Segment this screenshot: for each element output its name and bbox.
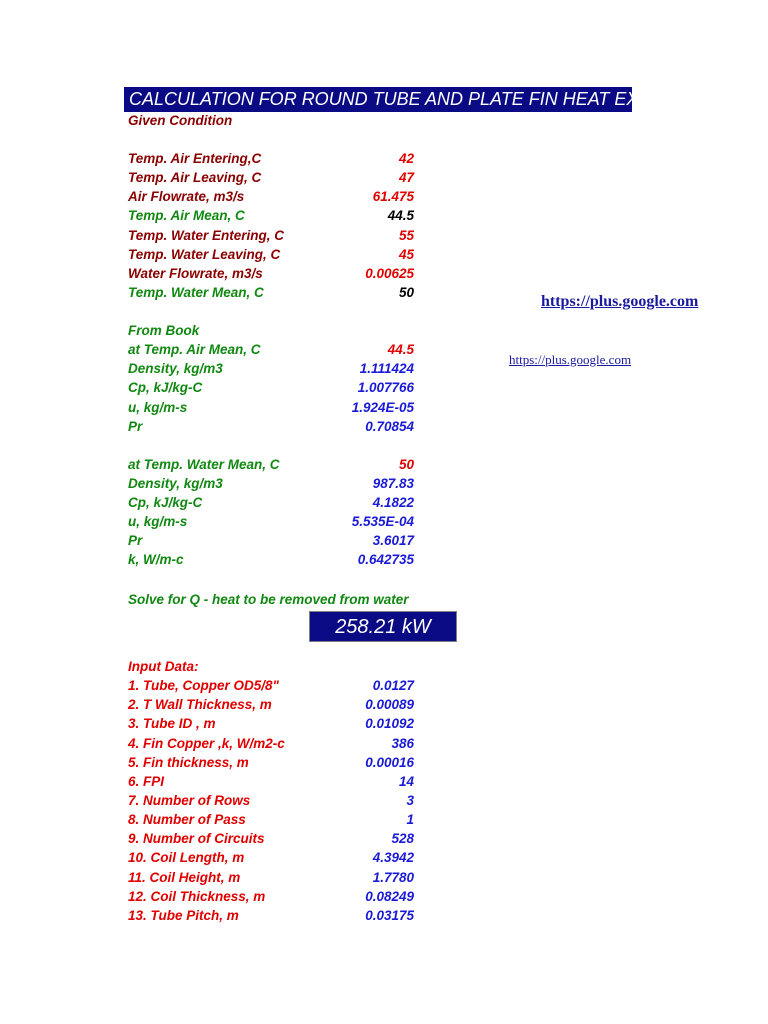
row-label: Density, kg/m3: [128, 476, 223, 491]
row-value: 44.5: [387, 208, 414, 223]
given-row: [128, 245, 418, 264]
row-value: 55: [398, 228, 414, 243]
air-prop-row: [128, 417, 418, 436]
air-prop-row: [128, 378, 418, 397]
water-prop-row: [128, 493, 418, 512]
given-row: [128, 149, 418, 168]
water-prop-row: [128, 455, 418, 474]
row-label: 2. T Wall Thickness, m: [128, 697, 272, 712]
input-row: [128, 714, 418, 733]
row-value: 14: [398, 774, 414, 789]
row-value: 0.70854: [365, 419, 414, 434]
row-label: Density, kg/m3: [128, 361, 223, 376]
row-value: 1.924E-05: [351, 400, 414, 415]
row-label: at Temp. Water Mean, C: [128, 457, 280, 472]
row-value: 5.535E-04: [351, 514, 414, 529]
air-prop-row: [128, 340, 418, 359]
row-label: Cp, kJ/kg-C: [128, 380, 203, 395]
google-plus-link[interactable]: https://plus.google.com: [541, 293, 699, 310]
row-label: Water Flowrate, m3/s: [128, 266, 263, 281]
row-value: 50: [398, 457, 414, 472]
input-row: [128, 791, 418, 810]
row-label: u, kg/m-s: [128, 514, 188, 529]
water-prop-row: [128, 550, 418, 569]
row-value: 0.03175: [365, 908, 414, 923]
given-row: [128, 187, 418, 206]
row-label: 4. Fin Copper ,k, W/m2-c: [128, 736, 285, 751]
given-row: [128, 264, 418, 283]
section-heading: Solve for Q - heat to be removed from water: [128, 592, 409, 607]
row-label: 11. Coil Height, m: [128, 870, 241, 885]
row-label: 7. Number of Rows: [128, 793, 251, 808]
input-row: [128, 906, 418, 925]
water-prop-row: [128, 474, 418, 493]
row-label: Cp, kJ/kg-C: [128, 495, 203, 510]
row-value: 528: [391, 831, 414, 846]
page-title: CALCULATION FOR ROUND TUBE AND PLATE FIN HEAT EXCHANGER: [124, 87, 632, 112]
input-row: [128, 829, 418, 848]
row-value: 4.1822: [372, 495, 414, 510]
row-value: 987.83: [372, 476, 414, 491]
row-value: 0.00089: [365, 697, 414, 712]
row-value: 3.6017: [372, 533, 414, 548]
row-label: 5. Fin thickness, m: [128, 755, 249, 770]
row-label: 3. Tube ID , m: [128, 716, 216, 731]
given-row: [128, 168, 418, 187]
input-row: [128, 753, 418, 772]
given-row: [128, 206, 418, 225]
from-book-heading: [128, 321, 418, 340]
input-row: [128, 772, 418, 791]
row-label: 13. Tube Pitch, m: [128, 908, 239, 923]
row-value: 47: [398, 170, 414, 185]
row-value: 0.642735: [357, 552, 414, 567]
row-value: 0.00625: [365, 266, 414, 281]
row-label: Temp. Air Leaving, C: [128, 170, 262, 185]
row-value: 1.111424: [359, 361, 414, 376]
row-label: at Temp. Air Mean, C: [128, 342, 261, 357]
section-heading: Given Condition: [128, 113, 233, 128]
row-label: k, W/m-c: [128, 552, 184, 567]
row-label: 12. Coil Thickness, m: [128, 889, 266, 904]
row-value: 44.5: [387, 342, 414, 357]
row-label: 10. Coil Length, m: [128, 850, 245, 865]
row-value: 4.3942: [372, 850, 414, 865]
row-label: Air Flowrate, m3/s: [128, 189, 245, 204]
water-prop-row: [128, 512, 418, 531]
solve-heading: [128, 590, 448, 609]
row-label: Temp. Water Leaving, C: [128, 247, 281, 262]
row-value: 45: [398, 247, 414, 262]
air-prop-row: [128, 398, 418, 417]
section-heading: Input Data:: [128, 659, 199, 674]
google-plus-link-small[interactable]: https://plus.google.com: [509, 352, 632, 367]
input-row: [128, 695, 418, 714]
input-row: [128, 887, 418, 906]
row-value: 0.0127: [372, 678, 414, 693]
row-label: 9. Number of Circuits: [128, 831, 265, 846]
row-value: 1.007766: [357, 380, 414, 395]
row-value: 61.475: [372, 189, 414, 204]
input-row: [128, 676, 418, 695]
input-row: [128, 868, 418, 887]
row-label: 8. Number of Pass: [128, 812, 246, 827]
row-label: 1. Tube, Copper OD5/8": [128, 678, 279, 693]
row-label: Pr: [128, 419, 143, 434]
given-row: [128, 226, 418, 245]
input-heading: [128, 657, 418, 676]
row-value: 1.7780: [372, 870, 414, 885]
row-label: Pr: [128, 533, 143, 548]
input-row: [128, 734, 418, 753]
row-label: u, kg/m-s: [128, 400, 188, 415]
result-value: 258.21 kW: [309, 611, 457, 642]
row-value: 0.08249: [365, 889, 414, 904]
row-value: 3: [406, 793, 414, 808]
row-value: 0.00016: [365, 755, 414, 770]
input-row: [128, 848, 418, 867]
row-value: 50: [398, 285, 414, 300]
given-row: [128, 283, 418, 302]
given-condition-heading: [128, 111, 418, 130]
water-prop-row: [128, 531, 418, 550]
row-value: 0.01092: [365, 716, 414, 731]
row-label: Temp. Water Entering, C: [128, 228, 285, 243]
air-prop-row: [128, 359, 418, 378]
row-label: Temp. Air Entering,C: [128, 151, 262, 166]
row-label: 6. FPI: [128, 774, 165, 789]
section-heading: From Book: [128, 323, 200, 338]
row-label: Temp. Water Mean, C: [128, 285, 264, 300]
row-value: 386: [391, 736, 414, 751]
input-row: [128, 810, 418, 829]
row-value: 1: [406, 812, 414, 827]
row-value: 42: [398, 151, 414, 166]
row-label: Temp. Air Mean, C: [128, 208, 245, 223]
